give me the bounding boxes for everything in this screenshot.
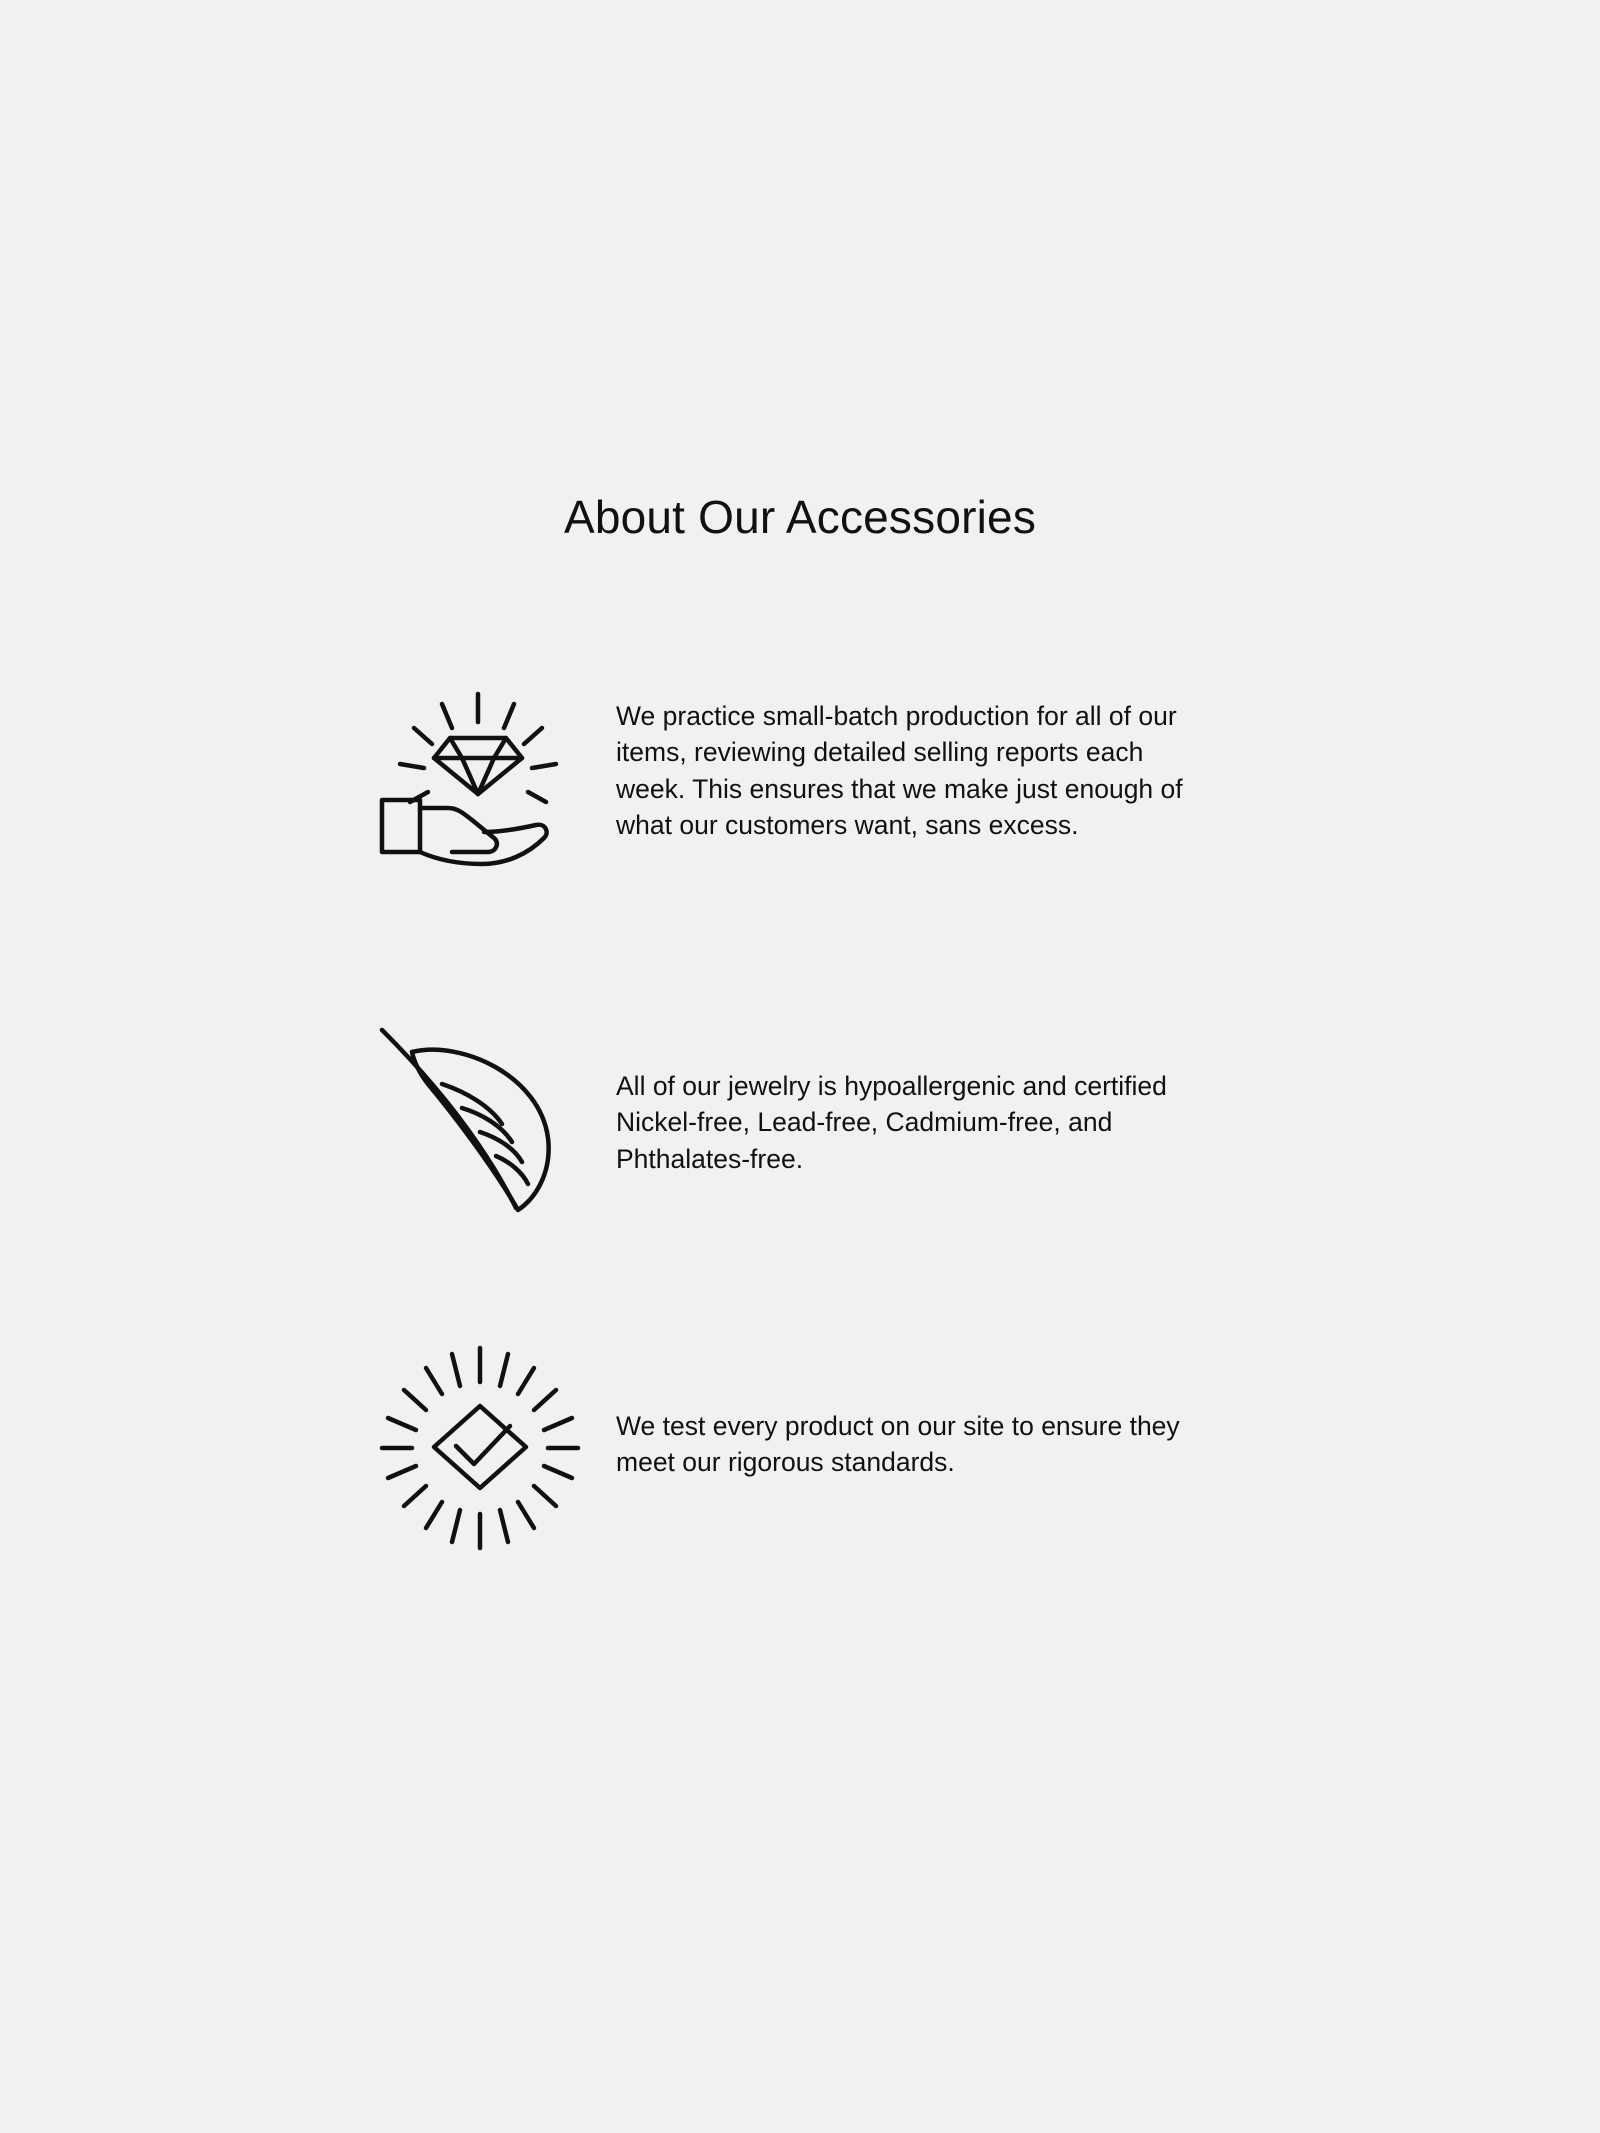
list-item-text: We test every product on our site to ensure they meet our rigorous standards. (616, 1411, 1180, 1478)
page-title: About Our Accessories (563, 491, 1037, 543)
list-item (350, 1330, 1270, 1660)
diamond-in-hand-icon (350, 670, 610, 880)
list-item (350, 670, 1270, 1000)
list-item-text: All of our jewelry is hypoallergenic and certified Nickel-free, Lead-free, Cadmium-free, and Phthalates-free. (616, 1071, 1167, 1174)
checkmark-burst-icon (350, 1330, 610, 1552)
feature-list (350, 670, 1270, 1660)
list-item-text: We practice small-batch production for all of our items, reviewing detailed selling reports each week. This ensures that we make just enough of what our customers want, sans excess. (616, 701, 1183, 840)
feather-icon (350, 1000, 610, 1232)
list-item (350, 1000, 1270, 1330)
